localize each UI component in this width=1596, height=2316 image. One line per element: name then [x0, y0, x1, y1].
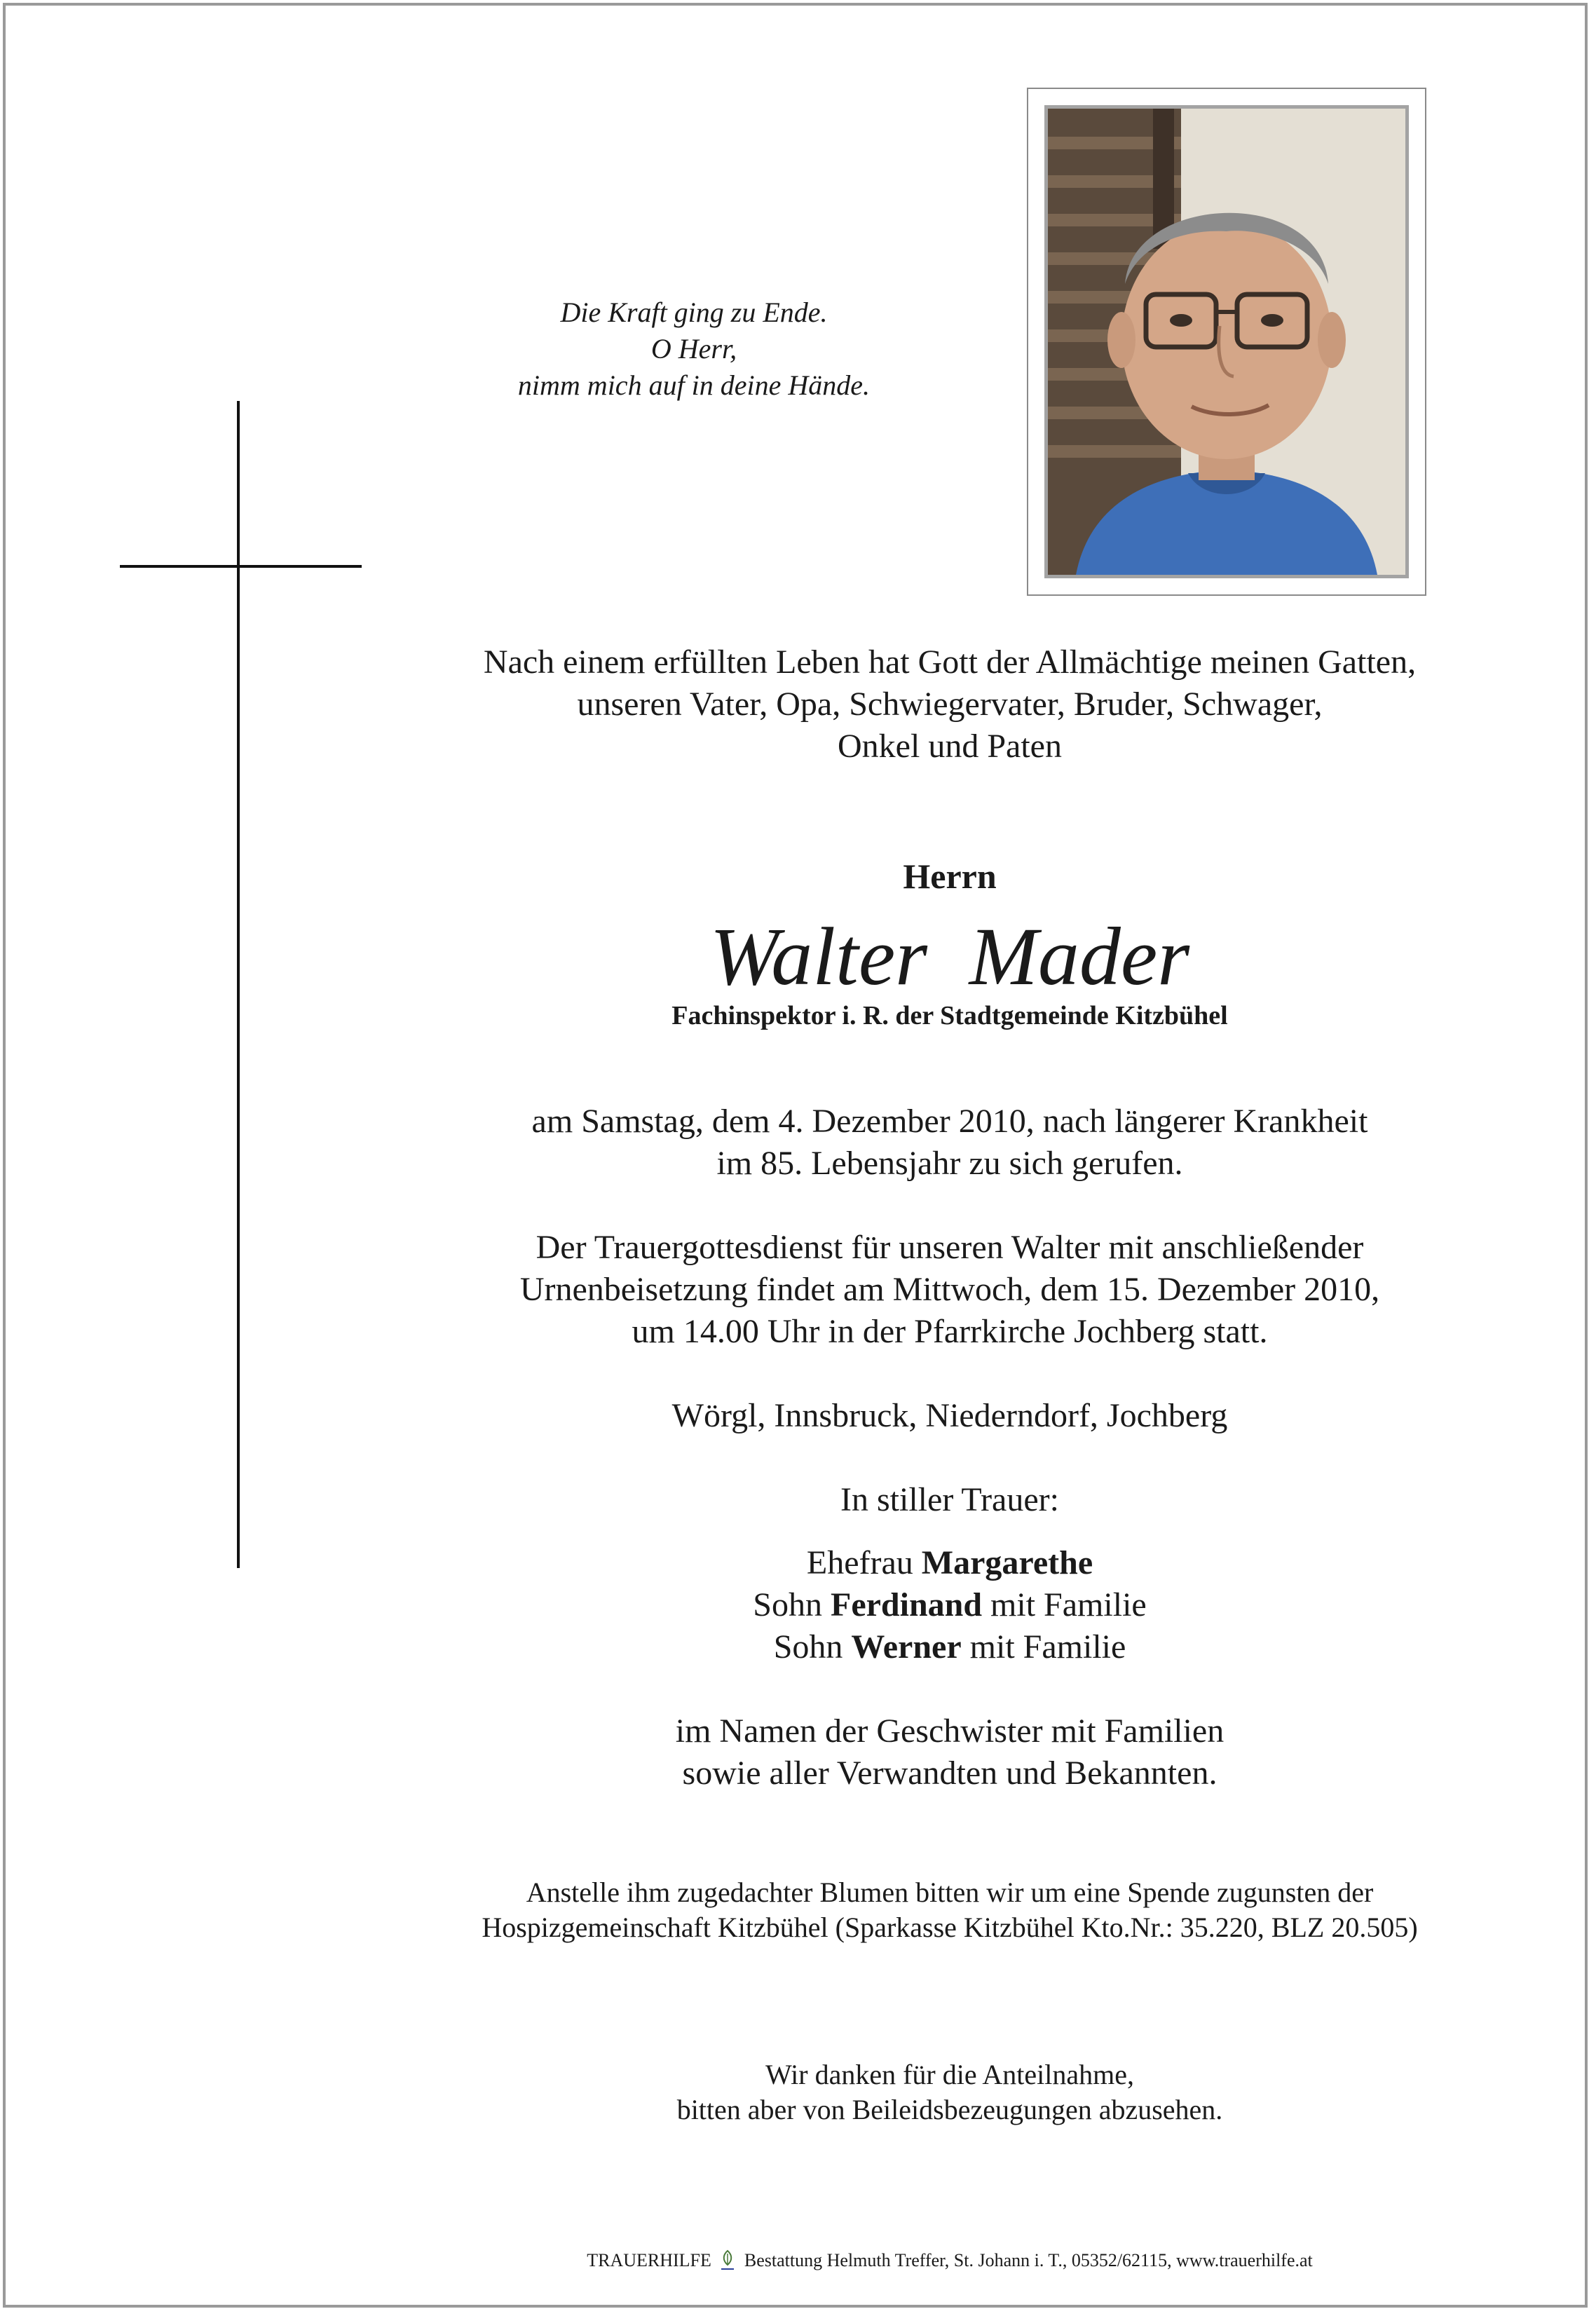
- portrait-photo: [1044, 105, 1409, 578]
- deceased-title: Fachinspektor i. R. der Stadtgemeinde Kitzbühel: [671, 1001, 1228, 1030]
- death-line: am Samstag, dem 4. Dezember 2010, nach längerer Krankheit: [531, 1103, 1368, 1140]
- donation-line: Hospizgemeinschaft Kitzbühel (Sparkasse Kitzbühel Kto.Nr.: 35.220, BLZ 20.505): [482, 1912, 1418, 1943]
- motto-line: Die Kraft ging zu Ende.: [560, 297, 828, 328]
- service-line: um 14.00 Uhr in der Pfarrkirche Jochberg statt.: [632, 1313, 1268, 1350]
- intro-text: [378, 641, 1521, 768]
- salutation: Herrn: [903, 857, 997, 896]
- motto-line: O Herr,: [650, 333, 737, 365]
- deceased-name: Walter Mader: [709, 911, 1190, 1002]
- mourning-heading: In stiller Trauer:: [840, 1481, 1059, 1518]
- trauerhilfe-logo-icon: [720, 2249, 735, 2270]
- relatives-line: im Namen der Geschwister mit Familien: [675, 1712, 1225, 1750]
- family-name: Werner: [851, 1628, 962, 1666]
- thanks-line: bitten aber von Beileidsbezeugungen abzusehen.: [676, 2094, 1223, 2125]
- death-line: im 85. Lebensjahr zu sich gerufen.: [716, 1145, 1183, 1182]
- intro-line: Nach einem erfüllten Leben hat Gott der Allmächtige meinen Gatten,: [483, 643, 1417, 681]
- donation-line: Anstelle ihm zugedachter Blumen bitten wir um eine Spende zugunsten der: [526, 1876, 1374, 1908]
- family-list: [378, 1542, 1521, 1668]
- service-line: Der Trauergottesdienst für unseren Walter mit anschließender: [536, 1229, 1364, 1266]
- portrait-frame: [1027, 88, 1426, 596]
- thanks-line: Wir danken für die Anteilnahme,: [765, 2059, 1134, 2090]
- family-name: Ferdinand: [831, 1586, 983, 1623]
- family-member: [378, 1542, 1521, 1584]
- family-suffix: mit Familie: [969, 1628, 1126, 1666]
- funeral-service-info: [378, 1227, 1521, 1353]
- footer-brand: TRAUERHILFE: [587, 2250, 711, 2270]
- motto-line: nimm mich auf in deine Hände.: [517, 369, 871, 401]
- relatives-line: sowie aller Verwandten und Bekannten.: [682, 1755, 1218, 1792]
- thanks-text: [378, 2057, 1521, 2127]
- footer-text: Bestattung Helmuth Treffer, St. Johann i. T., 05352/62115, www.trauerhilfe.at: [744, 2250, 1313, 2270]
- family-name: Margarethe: [921, 1544, 1093, 1581]
- cross-vertical-bar: [237, 401, 240, 1568]
- intro-line: Onkel und Paten: [838, 728, 1062, 765]
- places-list: Wörgl, Innsbruck, Niederndorf, Jochberg: [671, 1397, 1228, 1434]
- donation-request: [378, 1875, 1521, 1945]
- intro-line: unseren Vater, Opa, Schwiegervater, Bruder, Schwager,: [577, 686, 1323, 723]
- portrait-illustration: [1048, 109, 1405, 575]
- family-suffix: mit Familie: [990, 1586, 1147, 1623]
- death-notice: [378, 1101, 1521, 1185]
- motto-verse: [449, 294, 939, 404]
- family-relation: Sohn: [753, 1586, 822, 1623]
- family-member: [378, 1584, 1521, 1626]
- cross-horizontal-bar: [120, 565, 362, 568]
- footer: [378, 2249, 1521, 2273]
- family-relation: Sohn: [773, 1628, 843, 1666]
- family-member: [378, 1626, 1521, 1668]
- relatives-text: [378, 1710, 1521, 1794]
- family-relation: Ehefrau: [806, 1544, 913, 1581]
- service-line: Urnenbeisetzung findet am Mittwoch, dem 15. Dezember 2010,: [519, 1271, 1380, 1308]
